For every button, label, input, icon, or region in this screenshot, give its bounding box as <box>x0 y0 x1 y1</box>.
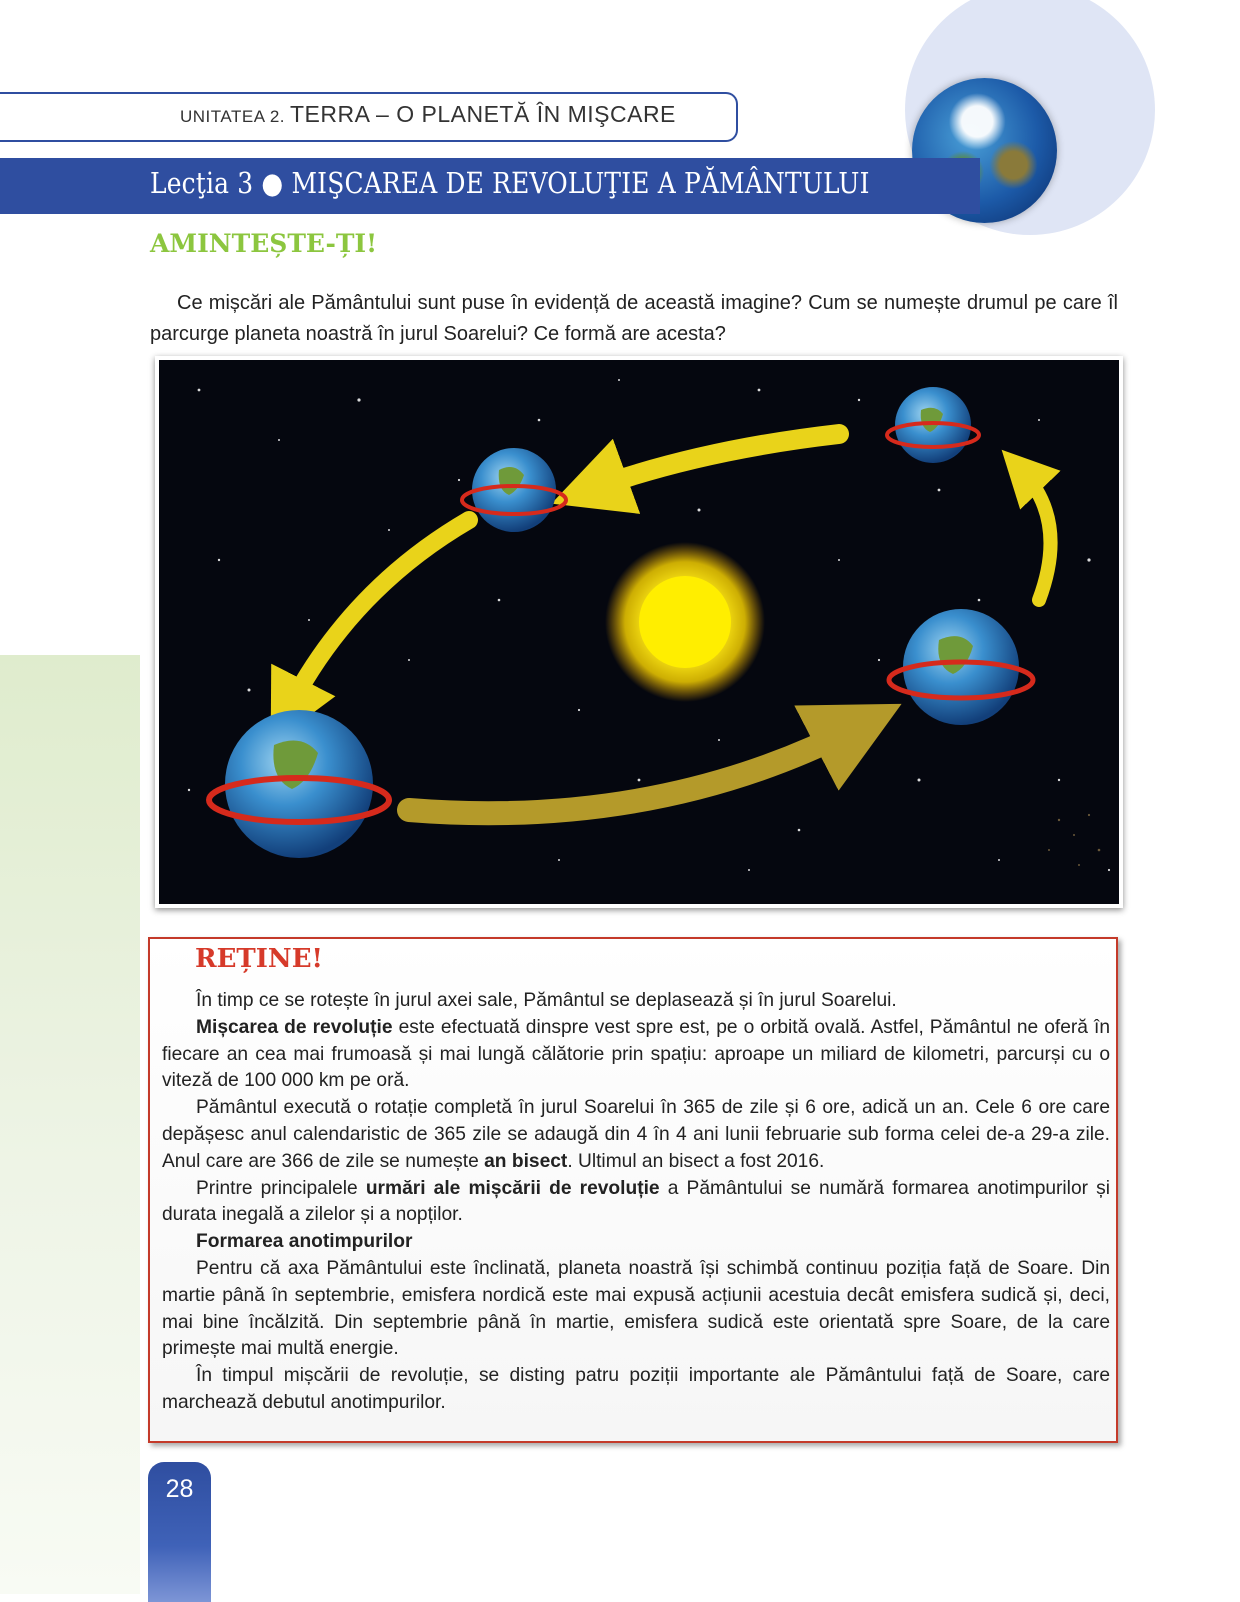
key-term: an bisect <box>484 1150 568 1172</box>
retine-paragraph: În timpul mișcării de revoluție, se disting patru poziții importante ale Pământului față de Soare, care marchează debutul anotimpurilor. <box>162 1365 1110 1413</box>
retine-text-span: Pământul execută o rotație completă în jurul Soarelui în 365 de zile și 6 ore, adică un an. Cele 6 ore care depășesc anul calendaristic de 365 zile se adaugă din 4 în 4 ani lunii februarie sub forma celei de-a 29-a zile. Anul care are 366 de zile se numește <box>162 1097 1110 1172</box>
retine-text-span: a Pământului se numără formarea anotimpurilor și durata inegală a zilelor și a nopților. <box>162 1177 1110 1226</box>
retine-paragraph <box>162 1176 1110 1230</box>
retine-subheading <box>162 1229 1110 1256</box>
page-number: 28 <box>165 1475 194 1503</box>
revolution-illustration <box>155 356 1123 908</box>
retine-heading: REȚINE! <box>195 944 323 974</box>
unit-label: UNITATEA 2. <box>180 107 286 126</box>
revolution-diagram-svg <box>159 360 1119 904</box>
retine-content <box>162 988 1110 1417</box>
retine-text-span: este efectuată dinspre vest spre est, pe o orbită ovală. Astfel, Pământul ne oferă în fiecare an cea mai frumoasă și mai lungă călătorie prin spațiu: aproape un miliard de kilometri, parcurși cu o viteză de 100 000 km pe oră. <box>162 1016 1110 1092</box>
retine-paragraph: În timp ce se rotește în jurul axei sale, Pământul se deplasează și în jurul Soarelui. <box>196 990 897 1011</box>
lesson-title: Lecţia 3 ● MIŞCAREA DE REVOLUŢIE A PĂMÂNTULUI <box>150 166 870 200</box>
key-term: Mișcarea de revoluție <box>196 1016 393 1038</box>
retine-text-span: Printre principalele <box>196 1177 366 1199</box>
unit-title <box>180 101 676 128</box>
remember-heading: AMINTEȘTE-ȚI! <box>150 229 378 258</box>
side-decor-strip <box>0 655 140 1594</box>
retine-text-span: . Ultimul an bisect a fost 2016. <box>567 1150 825 1172</box>
retine-paragraph <box>162 1015 1110 1095</box>
sun-core <box>639 576 731 668</box>
remember-question-text: Ce mișcări ale Pământului sunt puse în evidență de această imagine? Cum se numește drumul pe care îl parcurge planeta noastră în jurul Soarelui? Ce formă are acesta? <box>150 292 1118 345</box>
subheading-text: Formarea anotimpurilor <box>196 1231 413 1253</box>
retine-paragraph: Pentru că axa Pământului este înclinată, planeta noastră își schimbă continuu poziția față de Soare. Din martie până în septembrie, emisfera nordică este mai expusă acțiunii acestuia decât emisfera sudică și, deci, mai bine încălzită. Din septembrie până în martie, emisfera sudică este orientată spre Soare, de la care primește mai multă energie. <box>162 1257 1110 1360</box>
unit-name: TERRA – O PLANETĂ ÎN MIŞCARE <box>289 101 676 127</box>
retine-paragraph <box>162 1095 1110 1175</box>
key-term: urmări ale mișcării de revoluție <box>365 1177 660 1199</box>
